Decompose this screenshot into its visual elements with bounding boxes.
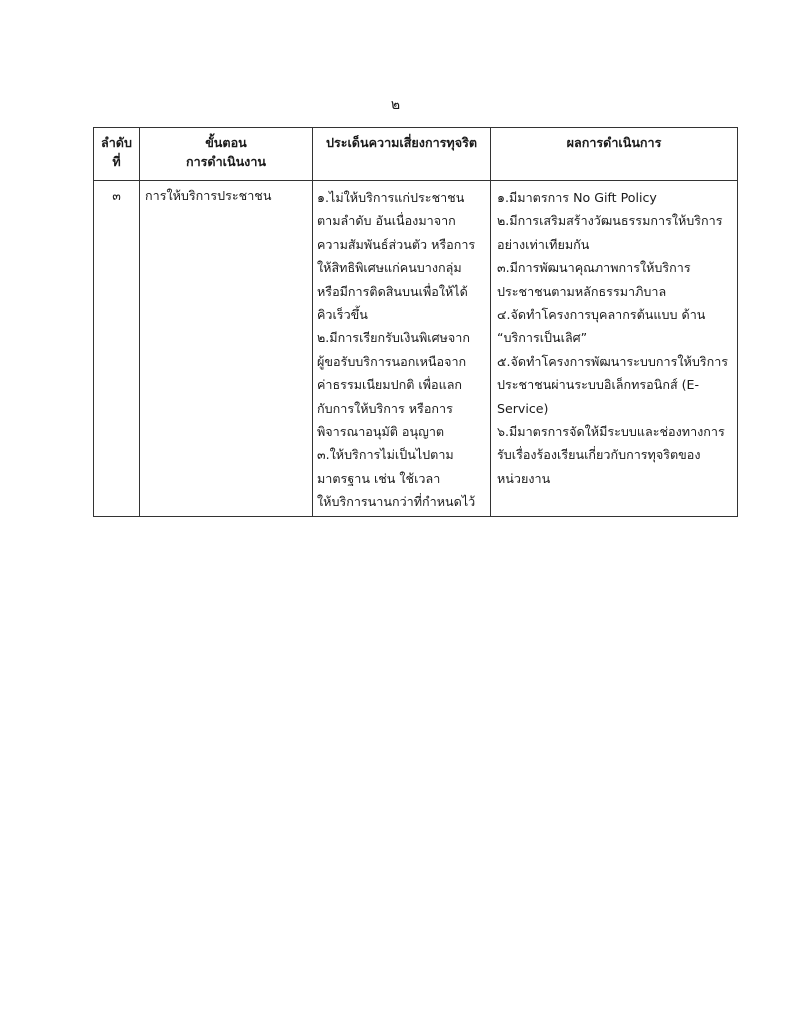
header-no-line-1: ลำดับ bbox=[101, 135, 132, 150]
cell-no: ๓ bbox=[94, 181, 140, 517]
result-line: ๒.มีการเสริมสร้างวัฒนธรรมการให้บริการ bbox=[497, 213, 723, 229]
result-line: ๔.จัดทำโครงการบุคลากรต้นแบบ ด้าน bbox=[497, 307, 706, 323]
result-line: อย่างเท่าเทียมกัน bbox=[497, 236, 590, 252]
header-result: ผลการดำเนินการ bbox=[491, 128, 738, 181]
result-line: ๑.มีมาตรการ No Gift Policy bbox=[497, 190, 657, 205]
result-line: “บริการเป็นเลิศ” bbox=[497, 330, 588, 346]
header-risk: ประเด็นความเสี่ยงการทุจริต bbox=[313, 128, 491, 181]
risk-line: กับการให้บริการ หรือการ bbox=[317, 400, 453, 416]
cell-risk bbox=[313, 181, 491, 517]
risk-line: หรือมีการติดสินบนเพื่อให้ได้ bbox=[317, 283, 468, 299]
result-line: ประชาชนผ่านระบบอิเล็กทรอนิกส์ (E- bbox=[497, 377, 700, 393]
header-no-line-2: ที่ bbox=[112, 154, 121, 169]
cell-step: การให้บริการประชาชน bbox=[140, 181, 313, 517]
header-step-line-2: การดำเนินงาน bbox=[185, 154, 267, 169]
result-line: ๖.มีมาตรการจัดให้มีระบบและช่องทางการ bbox=[497, 424, 725, 440]
header-step-line-1: ขั้นตอน bbox=[205, 135, 247, 150]
risk-line: ตามลำดับ อันเนื่องมาจาก bbox=[317, 213, 456, 229]
risk-line: คิวเร็วขึ้น bbox=[317, 307, 368, 323]
table-header-row bbox=[94, 128, 738, 181]
header-no bbox=[94, 128, 140, 181]
result-line: ๓.มีการพัฒนาคุณภาพการให้บริการ bbox=[497, 260, 691, 276]
risk-line: ๓.ให้บริการไม่เป็นไปตาม bbox=[317, 447, 454, 463]
page-number: ๒ bbox=[390, 97, 401, 113]
result-line: หน่วยงาน bbox=[497, 470, 551, 486]
risk-line: ค่าธรรมเนียมปกติ เพื่อแลก bbox=[317, 377, 463, 393]
risk-line: ให้สิทธิพิเศษแก่คนบางกลุ่ม bbox=[317, 260, 462, 276]
risk-lines bbox=[313, 186, 490, 514]
risk-line: ให้บริการนานกว่าที่กำหนดไว้ bbox=[317, 494, 476, 510]
risk-line: พิจารณาอนุมัติ อนุญาต bbox=[317, 424, 445, 440]
result-line: ๕.จัดทำโครงการพัฒนาระบบการให้บริการ bbox=[497, 353, 729, 369]
risk-table bbox=[93, 127, 738, 517]
result-line: Service) bbox=[497, 400, 549, 416]
risk-line: ผู้ขอรับบริการนอกเหนือจาก bbox=[317, 353, 467, 369]
risk-line: มาตรฐาน เช่น ใช้เวลา bbox=[317, 470, 441, 486]
risk-line: ๒.มีการเรียกรับเงินพิเศษจาก bbox=[317, 330, 470, 346]
result-line: รับเรื่องร้องเรียนเกี่ยวกับการทุจริตของ bbox=[497, 447, 701, 463]
result-line: ประชาชนตามหลักธรรมาภิบาล bbox=[497, 283, 667, 299]
risk-line: ความสัมพันธ์ส่วนตัว หรือการ bbox=[317, 236, 476, 252]
cell-result bbox=[491, 181, 738, 517]
risk-line: ๑.ไม่ให้บริการแก่ประชาชน bbox=[317, 190, 465, 205]
result-lines bbox=[491, 186, 737, 490]
header-step bbox=[140, 128, 313, 181]
table-row bbox=[94, 181, 738, 517]
